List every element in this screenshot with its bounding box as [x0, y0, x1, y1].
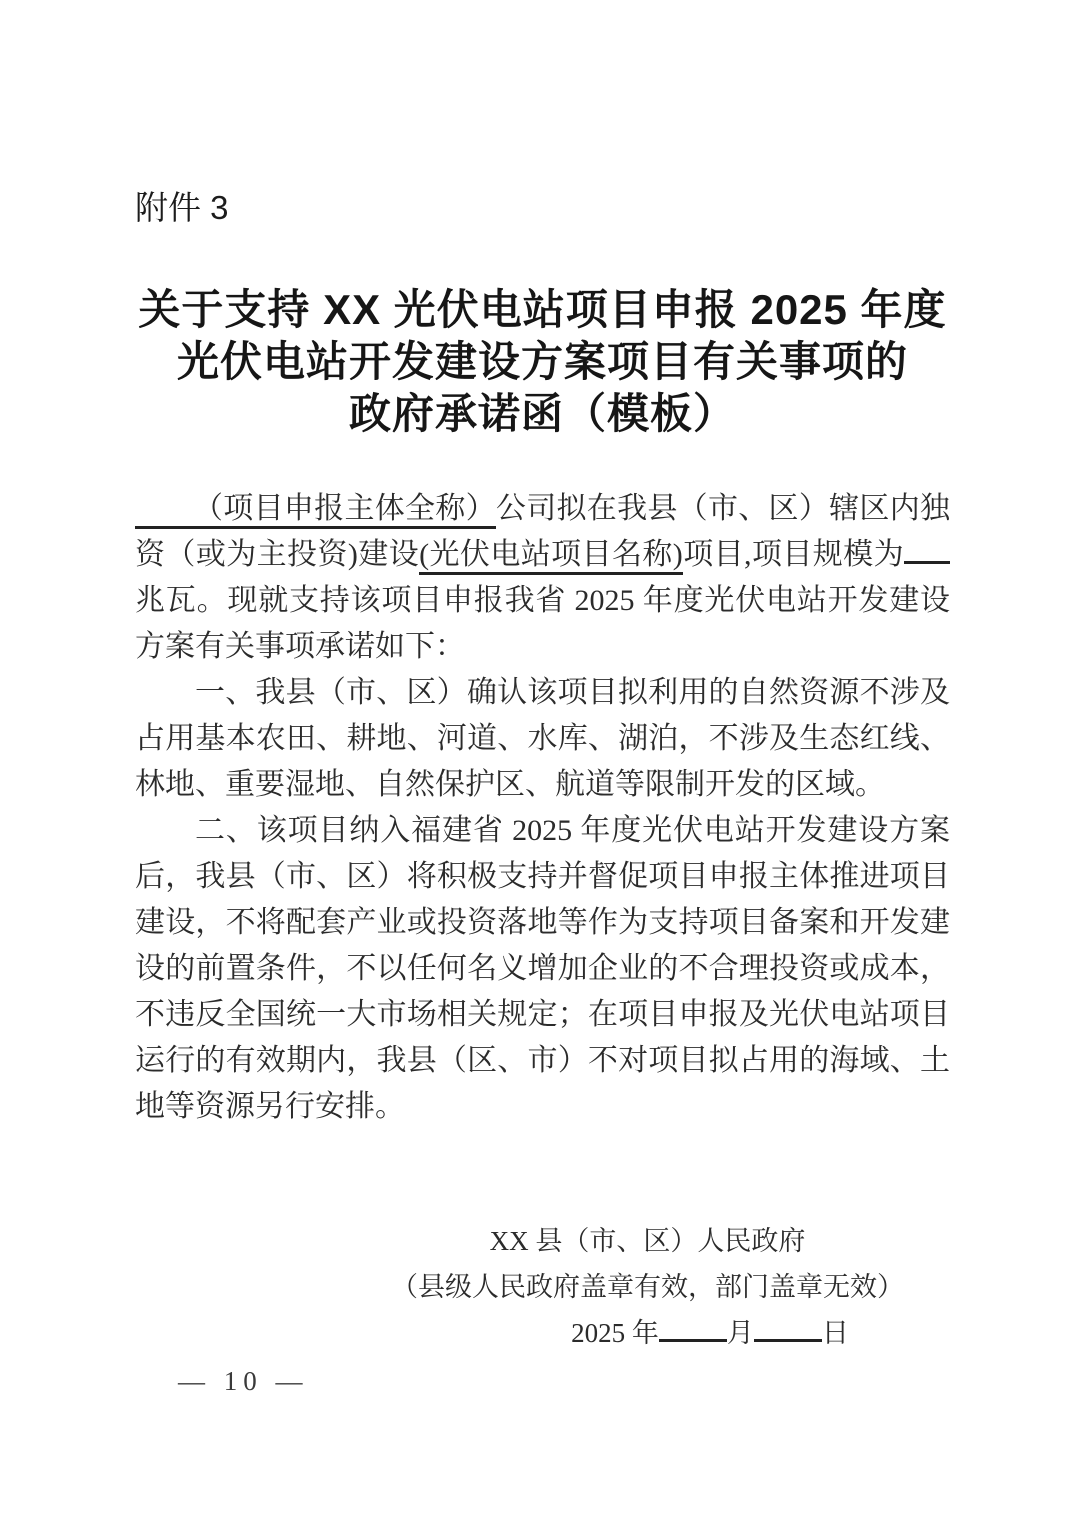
paragraph-item-2: 二、该项目纳入福建省 2025 年度光伏电站开发建设方案后，我县（市、区）将积极支持并督促项目申报主体推进项目建设，不将配套产业或投资落地等作为支持项目备案和开发建设的前置条件，不以任何名义增加企业的不合理投资或成本，不违反全国统一大市场相关规定；在项目申报及光伏电站项目运行的有效期内，我县（区、市）不对项目拟占用的海域、土地等资源另行安排。	[135, 814, 950, 1123]
signature-government: XX 县（市、区）人民政府	[489, 1226, 806, 1256]
title-line-3: 政府承诺函（模板）	[348, 390, 736, 437]
paragraph-intro-text-1: 公司拟在我县（市、区）辖区内独资（或为主投资)建设	[135, 492, 951, 571]
paragraph-intro-text-2: 项目,项目规模为	[682, 538, 904, 571]
document-title	[135, 284, 950, 440]
date-month-blank	[659, 1313, 727, 1342]
date-month-text: 月	[726, 1318, 754, 1348]
document-body	[135, 486, 950, 1130]
paragraph-item-1: 一、我县（市、区）确认该项目拟利用的自然资源不涉及占用基本农田、耕地、河道、水库、湖泊，不涉及生态红线、林地、重要湿地、自然保护区、航道等限制开发的区域。	[135, 676, 950, 801]
project-name-blank: (光伏电站项目名称)	[419, 538, 683, 575]
date-year-text: 2025 年	[571, 1318, 659, 1348]
signature-date	[385, 1310, 910, 1356]
attachment-label: 附件 3	[135, 189, 229, 226]
title-line-2: 光伏电站开发建设方案项目有关事项的	[176, 338, 908, 385]
paragraph-intro	[135, 486, 950, 670]
date-day-blank	[754, 1313, 822, 1342]
paragraph-intro-text-3: 兆瓦。现就支持该项目申报我省 2025 年度光伏电站开发建设方案有关事项承诺如下：	[135, 584, 950, 663]
signature-block	[385, 1218, 910, 1356]
date-day-text: 日	[821, 1318, 849, 1348]
applicant-name-blank: （项目申报主体全称）	[135, 492, 496, 529]
capacity-blank	[904, 533, 950, 565]
page-number: — 10 —	[178, 1366, 309, 1396]
signature-seal-note: （县级人民政府盖章有效，部门盖章无效）	[391, 1272, 904, 1302]
title-line-1: 关于支持 XX 光伏电站项目申报 2025 年度	[138, 286, 947, 333]
